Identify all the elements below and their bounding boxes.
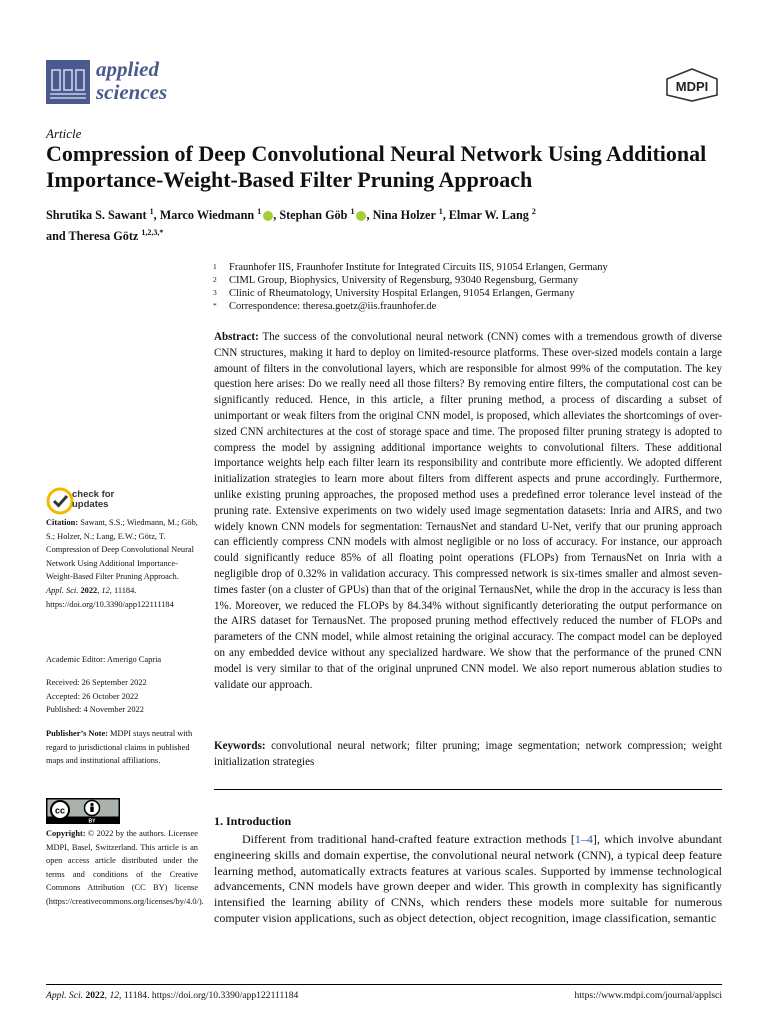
intro-paragraph: Different from traditional hand-crafted feature extraction methods [1–4], which involve abundant engineering skills and domain expertise, the convolutional neural network (CNN), a typical deep feature learning method, automatically extracts features at various scales. Supported by immense technological advancements, CNN models have grown deeper and wider. This growth in complexity has significantly intensified the learning ability of CNNs, which renders these models more suitable for numerous computer vision applications, such as object detection, object recognition, image classification, semantic	[214, 832, 722, 925]
author-name[interactable]: , Stephan Göb	[273, 208, 348, 223]
citation-block: Citation: Sawant, S.S.; Wiedmann, M.; Göb, S.; Holzer, N.; Lang, E.W.; Götz, T. Compression of Deep Convolutional Neural Network Using Additional Importance-Weight-Based Filter Pruning Approach. Appl. Sci. 2022, 12, 11184. https://doi.org/10.3390/app122111184	[46, 518, 198, 609]
affiliation-item: 2 CIML Group, Biophysics, University of Regensburg, 93040 Regensburg, Germany	[213, 275, 579, 286]
affiliation-item: 1 Fraunhofer IIS, Fraunhofer Institute for Integrated Circuits IIS, 91054 Erlangen, Germany	[213, 262, 608, 273]
correspondence[interactable]: * Correspondence: theresa.goetz@iis.fraunhofer.de	[213, 301, 437, 312]
author-name[interactable]: , Nina Holzer	[366, 208, 436, 223]
affiliations	[213, 261, 733, 313]
footer-journal-url[interactable]: https://www.mdpi.com/journal/applsci	[574, 990, 722, 1001]
cc-badge-label: BY	[88, 818, 96, 824]
article-type: Article	[46, 126, 82, 141]
abstract	[214, 330, 722, 693]
keywords-label: Keywords:	[214, 740, 266, 752]
svg-text:cc: cc	[54, 805, 66, 816]
check-for-updates-button[interactable]: check for updates	[46, 487, 126, 515]
author-name[interactable]: , Elmar W. Lang	[442, 208, 529, 223]
publisher-note: Publisher’s Note: MDPI stays neutral with regard to jurisdictional claims in published maps and institutional affiliations.	[46, 729, 193, 766]
mdpi-logo-text: MDPI	[675, 79, 709, 94]
academic-editor: Academic Editor: Amerigo Capria	[46, 655, 162, 664]
author-list: Shrutika S. Sawant $^1$, Marco Wiedmann $^1$ , Stephan Göb $^1$ , Nina Holzer $^1$, Elmar W. Lang $^2$ and Theresa Götz $^{1,2,3,*}$	[46, 207, 536, 244]
author-name[interactable]: Shrutika S. Sawant	[46, 208, 147, 223]
abstract-text: The success of the convolutional neural network (CNN) comes with a tremendous growth of diverse CNN structures, making it hard to deploy on limited-resource platforms. These over-sized models contain a large amount of filters in the convolutional layers, which are responsible for almost 99% of the computation. The key question here arises: Do we really need all those filters? By removing entire filters, the computational cost can be significantly reduced. Hence, in this article, a filter pruning method, a process of discarding a subset of unimportant or weak filters from the original CNN model, is proposed, which alleviates the shortcomings of over-sized CNN architectures at the cost of storage space and time. The proposed filter pruning strategy is adopted to compress the model by assigning additional importance weights to convolutional filters. These additional importance weights help each filter learn its responsibility and contribute more efficiently. We adopted different initialization strategies to learn more about filters from different aspects and prune accordingly. Furthermore, unlike existing pruning approaches, the proposed method uses a predefined error tolerance level instead of the pruning rate. Extensive experiments on two widely used image segmentation datasets: Inria and AIRS, and two widely known CNN models for segmentation: TernausNet and standard U-Net, verify that our pruning approach can efficiently compress CNN models with almost negligible or no loss of accuracy. For instance, our approach could significantly reduce 85% of all floating point operations (FLOPs) from TernausNet on Inria with a negligible drop of 0.32% in validation accuracy. This compressed network is six-times smaller and almost seven-times faster (on a cluster of GPUs) than that of the original TernausNet, while the drop in the accuracy is less than 1%. Moreover, we reduced the FLOPs by 84.34% without significantly deteriorating the output performance on the AIRS dataset for TernausNet. The proposed pruning method effectively reduced the number of FLOPs and parameters of the CNN model, while almost retaining the original accuracy. The compact model can be deployed on any embedded device without any specialized hardware. We show that the performance of the pruned CNN model is very similar to that of the original unpruned CNN model. We also report numerous ablation studies to validate our approach.	[214, 331, 722, 691]
keywords	[214, 739, 722, 771]
author-name[interactable]: and Theresa Götz	[46, 229, 139, 244]
footer-citation: Appl. Sci. 2022, 12, 11184. https://doi.org/10.3390/app122111184	[46, 990, 299, 1001]
affiliation-item: 3 Clinic of Rheumatology, University Hospital Erlangen, 91054 Erlangen, Germany	[213, 288, 575, 299]
footer-divider	[46, 984, 722, 985]
orcid-icon[interactable]	[263, 211, 273, 221]
section-heading: 1. Introduction	[214, 814, 292, 828]
publication-dates: Received: 26 September 2022 Accepted: 26 October 2022 Published: 4 November 2022	[46, 678, 147, 715]
abstract-label: Abstract:	[214, 331, 259, 343]
page-title: Compression of Deep Convolutional Neural Network Using Additional Importance-Weight-Based Filter Pruning Approach	[46, 141, 707, 192]
mdpi-logo	[664, 68, 720, 102]
cc-by-license-badge[interactable]	[46, 798, 120, 824]
copyright-notice: Copyright: © 2022 by the authors. Licensee MDPI, Basel, Switzerland. This article is an open access article distributed under the terms and conditions of the Creative Commons Attribution (CC BY) license (https://creativecommons.org/licenses/by/4.0/).	[46, 829, 204, 906]
journal-logo	[46, 57, 181, 104]
journal-name: applied sciences	[96, 57, 168, 104]
orcid-icon[interactable]	[356, 211, 366, 221]
journal-logo-icon	[46, 60, 90, 104]
check-updates-icon	[46, 487, 74, 515]
section-divider	[214, 789, 722, 790]
author-name[interactable]: , Marco Wiedmann	[153, 208, 255, 223]
reference-link[interactable]: 1–4	[574, 832, 593, 846]
keywords-text: convolutional neural network; filter pruning; image segmentation; network compression; weight initialization strategies	[214, 740, 722, 768]
